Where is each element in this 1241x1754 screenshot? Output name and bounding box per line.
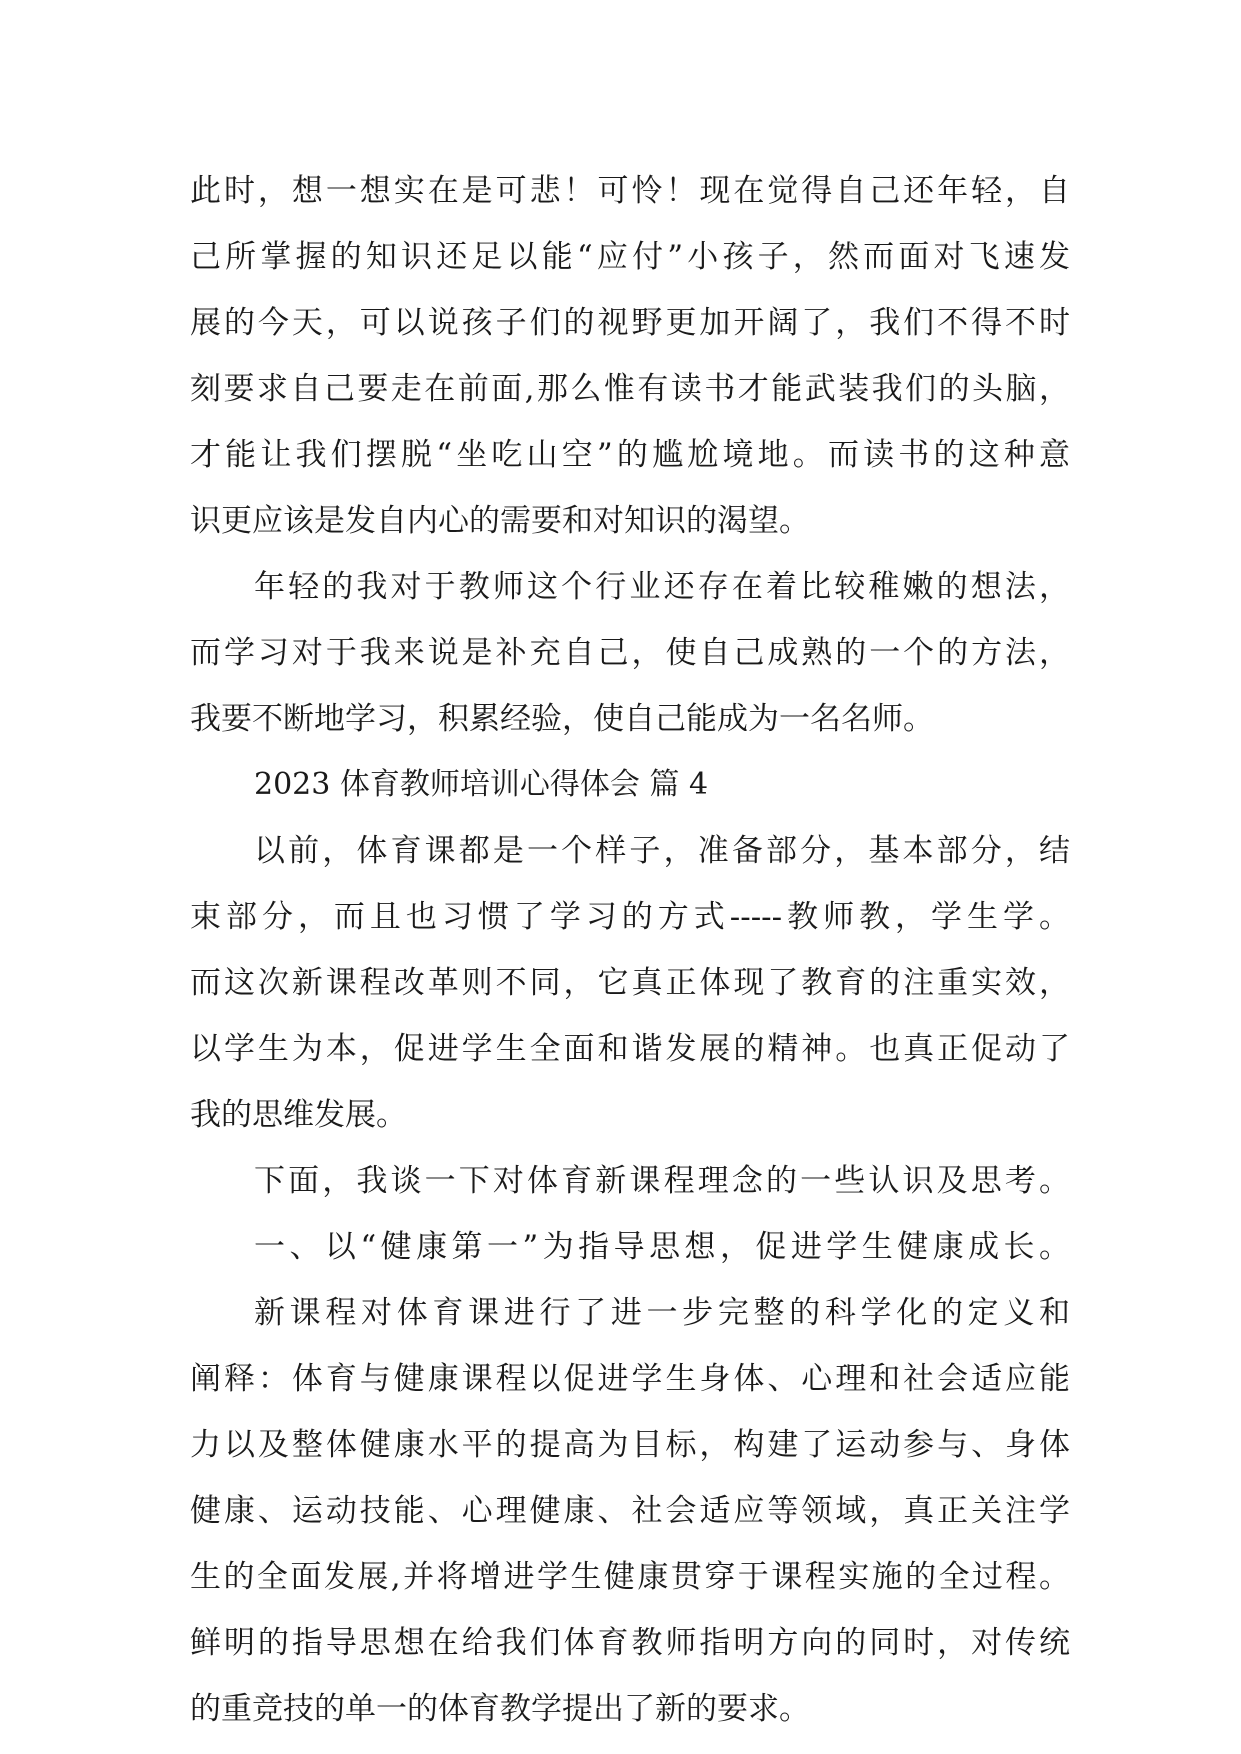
text-line: 我的思维发展。 (190, 1097, 407, 1133)
text-line: 而这次新课程改革则不同，它真正体现了教育的注重实效， (190, 965, 1070, 1001)
text-line: 阐释：体育与健康课程以促进学生身体、心理和社会适应能 (190, 1361, 1070, 1397)
text-line: 束部分，而且也习惯了学习的方式-----教师教，学生学。 (190, 899, 1070, 935)
text-line: 生的全面发展,并将增进学生健康贯穿于课程实施的全过程。 (190, 1559, 1070, 1595)
text-line: 新课程对体育课进行了进一步完整的科学化的定义和 (254, 1295, 1070, 1331)
text-line: 己所掌握的知识还足以能“应付”小孩子，然而面对飞速发 (190, 239, 1070, 275)
paragraph (190, 1280, 1070, 1742)
text-line: 刻要求自己要走在前面,那么惟有读书才能武装我们的头脑， (190, 371, 1070, 407)
text-line: 下面，我谈一下对体育新课程理念的一些认识及思考。 (254, 1163, 1070, 1199)
text-line: 健康、运动技能、心理健康、社会适应等领域，真正关注学 (190, 1493, 1070, 1529)
text-line: 识更应该是发自内心的需要和对知识的渴望。 (190, 503, 810, 539)
paragraph (190, 554, 1070, 752)
text-line: 鲜明的指导思想在给我们体育教师指明方向的同时，对传统 (190, 1625, 1070, 1661)
paragraph (190, 1148, 1070, 1214)
text-line: 展的今天，可以说孩子们的视野更加开阔了，我们不得不时 (190, 305, 1070, 341)
document-body (190, 158, 1070, 1742)
text-line: 才能让我们摆脱“坐吃山空”的尴尬境地。而读书的这种意 (190, 437, 1070, 473)
text-line: 此时，想一想实在是可悲！可怜！现在觉得自己还年轻，自 (190, 173, 1070, 209)
paragraph (190, 818, 1070, 1148)
text-line: 以学生为本，促进学生全面和谐发展的精神。也真正促动了 (190, 1031, 1070, 1067)
text-line: 力以及整体健康水平的提高为目标，构建了运动参与、身体 (190, 1427, 1070, 1463)
text-line: 以前，体育课都是一个样子，准备部分，基本部分，结 (254, 833, 1070, 869)
section-heading: 2023 体育教师培训心得体会 篇 4 (254, 767, 709, 802)
text-line: 的重竞技的单一的体育教学提出了新的要求。 (190, 1691, 810, 1727)
text-line: 而学习对于我来说是补充自己，使自己成熟的一个的方法， (190, 635, 1070, 671)
paragraph (190, 1214, 1070, 1280)
text-line: 我要不断地学习，积累经验，使自己能成为一名名师。 (190, 701, 934, 737)
text-line: 一、以“健康第一”为指导思想，促进学生健康成长。 (254, 1229, 1070, 1265)
paragraph (190, 158, 1070, 554)
text-line: 年轻的我对于教师这个行业还存在着比较稚嫩的想法， (254, 569, 1070, 605)
